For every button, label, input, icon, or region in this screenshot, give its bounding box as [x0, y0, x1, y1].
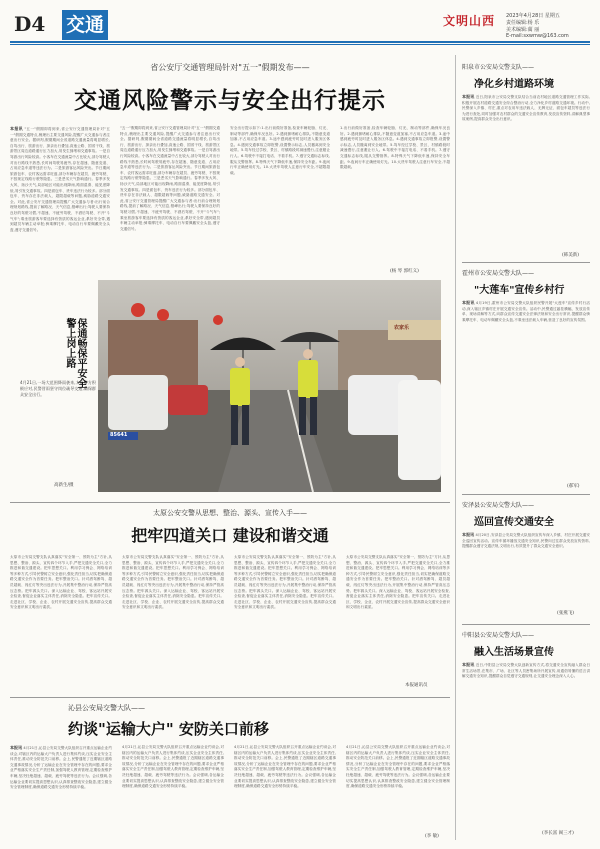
lead-body-text: "五一"假期即将到来,省公安厅交通管理局针对"五一"假期交通特点,梳理出主要交通风险,提醒广大交通参与者注意出行安全。据研判,假期期间全省道路交通流量将明显增长,自驾出行、旅游出行、探亲出行叠加,高速公路、国省干线、旅游景区周边道路通行压力加大,易发生拥堵和交通事故。一是自驾游出行风险较高。小客车在交通流量中占比较大,部分驾驶人对出行路线不熟悉,长时间驾驶易疲劳,存在超速、随意变道、占用应急车道等违法行为。二是旅游客运风险突出。节日期间旅游包车、农村客运需求旺盛,部分车辆存在超员、疲劳驾驶、不按规定线路行驶等隐患。三是恶劣天气影响通行。春季多发大风、扬沙天气,局部地区可能出现降雨,路面湿滑、能见度降低,易引发交通事故。四是面包车、货车违法行为较多。部分面包车、货车存在非法载人、超限超载等问题,威胁道路交通安全。对此,省公安厅交通管理局提醒广大交通参与者:出行前合理规划路线,提前了解路况、天气信息,错峰出行;驾驶人要保持良好的驾驶习惯,不超速、不疲劳驾驶、不酒后驾驶、不开"斗气车";乘坐旅游客车要选择有资质的客运企业,系好安全带,遇到超员车辆主动举报;骑乘摩托车、电动自行车要佩戴安全头盔,遵守交通信号。	[10, 127, 110, 232]
sidebar-3-author: (张燕飞)	[557, 611, 575, 616]
lead-body-col1	[10, 126, 110, 276]
sidebar-2-title: "大莲车"宣传乡村行	[474, 285, 565, 296]
sidebar-4-kicker: 中阳县公安局交警大队——	[462, 632, 535, 639]
sidebar-1-kicker: 阳泉市公安局交警支队——	[462, 64, 535, 71]
sidebar-1-author: (韩美新)	[562, 253, 580, 258]
lead-author: (杨 琴 郭红义)	[390, 269, 419, 274]
story3-body: 4月21日,沁县公安局交警大队组织召开重点运输企业约谈会,对辖区内的运输大户负责人进行集体约谈,压实企业安全主体责任,推动安全防范关口前移。会上,民警通报了近期辖区道路交通事故情况,分析了运输企业在安全管理中存在的问题,要求企业严格落实安全生产责任制,加强驾驶人教育管理,定期检查维护车辆,坚决杜绝超速、超载、疲劳驾驶等违法行为。会议强调,各运输企业要切实提高思想认识,认真排查整改安全隐患,建立健全安全管理制度,确保道路交通安全形势持续平稳。	[10, 746, 112, 790]
story2-author: 本报通讯员	[405, 683, 428, 688]
email-line: E-mail:sxwmw@163.com	[506, 33, 569, 39]
sidebar-2-author: (郝军)	[567, 484, 580, 489]
story2-kicker: 太原公安交警从思想、整治、源头、宣传入手——	[153, 509, 307, 517]
sidebar-3-kicker: 安泽县公安局交警大队——	[462, 502, 535, 509]
story2-col3	[234, 555, 336, 690]
design-line: 美术编辑:蔺 丽	[506, 27, 540, 33]
photo-plate-text: 85641	[110, 432, 128, 438]
sidebar-3-text: 4月20日,安泽县公安局交警大队组织宣传车深入乡镇、村庄开展交通安全巡回宣传活动。宣传车循环播放交通安全知识,民警向过往群众发放宣传资料,提醒群众遵守交通法规,文明出行,有效提升了群众交通安全意识。	[462, 533, 590, 549]
sidebar-1-title: 净化乡村道路环境	[474, 79, 554, 90]
lead-body-text-cont: "五一"假期即将到来,省公安厅交通管理局针对"五一"假期交通特点,梳理出主要交通风险,提醒广大交通参与者注意出行安全。据研判,假期期间全省道路交通流量将明显增长,自驾出行、旅游出行、探亲出行叠加,高速公路、国省干线、旅游景区周边道路通行压力加大,易发生拥堵和交通事故。一是自驾游出行风险较高。小客车在交通流量中占比较大,部分驾驶人对出行路线不熟悉,长时间驾驶易疲劳,存在超速、随意变道、占用应急车道等违法行为。二是旅游客运风险突出。节日期间旅游包车、农村客运需求旺盛,部分车辆存在超员、疲劳驾驶、不按规定线路行驶等隐患。三是恶劣天气影响通行。春季多发大风、扬沙天气,局部地区可能出现降雨,路面湿滑、能见度降低,易引发交通事故。四是面包车、货车违法行为较多。部分面包车、货车存在非法载人、超限超载等问题,威胁道路交通安全。对此,省公安厅交通管理局提醒广大交通参与者:出行前合理规划路线,提前了解路况、天气信息,错峰出行;驾驶人要保持良好的驾驶习惯,不超速、不疲劳驾驶、不酒后驾驶、不开"斗气车";乘坐旅游客车要选择有资质的客运企业,系好安全带,遇到超员车辆主动举报;骑乘摩托车、电动自行车要佩戴安全头盔,遵守交通信号。	[120, 126, 220, 231]
photo-caption-body: 4月21日,一场大范围降雨袭来,太原警方积极应对,民警冒雨坚守岗位疏导交通,确保群众安全出行。	[20, 380, 96, 397]
story3-body-cont2: 4月21日,沁县公安局交警大队组织召开重点运输企业约谈会,对辖区内的运输大户负责人进行集体约谈,压实企业安全主体责任,推动安全防范关口前移。会上,民警通报了近期辖区道路交通事故情况,分析了运输企业在安全管理中存在的问题,要求企业严格落实安全生产责任制,加强驾驶人教育管理,定期检查维护车辆,坚决杜绝超速、超载、疲劳驾驶等违法行为。会议强调,各运输企业要切实提高思想认识,认真排查整改安全隐患,建立健全安全管理制度,确保道路交通安全形势持续平稳。	[234, 745, 336, 789]
story3-col1	[10, 745, 112, 841]
editor-line: 责任编辑:杨 乐	[506, 20, 540, 26]
lead-body-col3	[230, 126, 330, 276]
story2-headline: 把牢四道关口 建设和谐交通	[131, 526, 329, 545]
sidebar-divider	[455, 55, 456, 840]
sidebar-3-byline: 本报讯	[462, 532, 475, 537]
sidebar-2-byline: 本报讯	[462, 300, 475, 305]
story2-col4	[346, 555, 450, 680]
sidebar-1-body	[462, 94, 590, 254]
sidebar-2-text: 4月19日,霍州市公安局交警大队组织民警开展"大莲车"宣传乡村行活动,深入辖区乡镇村庄开展交通安全宣传。活动中,民警通过悬挂横幅、发放宣传单、现场讲解等方式,向群众宣传交通安全法律法规和安全出行常识,提醒群众骑乘摩托车、电动车佩戴安全头盔,不乘坐违法载人车辆,营造了良好的宣传氛围。	[462, 301, 590, 322]
lead-body-col2	[120, 126, 220, 276]
section-label: 交通	[62, 10, 108, 40]
story2-body-cont: 太原市公安局交警支队认真落实"安全第一、预防为主"方针,从思想、整治、源头、宣传四个环节入手,严把交通安全关口,全力推进和谐交通建设。把牢思想关口。利用学习例会、网络培训等多种方式,引导民警树立安全意识,强化责任担当,切实把确保道路交通安全作为首要任务。把牢整治关口。针对酒驾醉驾、超员超载、闯红灯等突出违法行为,开展集中整治行动,保持严管高压态势。把牢源头关口。深入运输企业、驾校、客运站开展安全检查,督促企业落实主体责任,消除安全隐患。把牢宣传关口。走进社区、学校、企业、农村开展交通安全宣传,提高群众交通安全意识和文明出行素质。	[122, 555, 224, 610]
lead-tips-body: 1.出行前做好准备,检查车辆轮胎、灯光、制动等部件,确保车况良好。2.遇到拥堵耐心排队,不随意变道加塞,不占用应急车道。3.途中感到疲劳时及时进入服务区休息。4.遇到交通事故立即报警,设置警示标志,人员撤离到安全地带。5.驾车经过学校、景区、村镇路段时减速慢行,注意避让行人。6.驾驶中不接打电话、不看手机。7.遵守交通标志标线,服从交警指挥。8.特殊天气下降低车速,保持安全车距。9.夜间行车正确使用灯光。10.大货车驾驶人注意行车安全,不超限超载。	[230, 126, 330, 175]
story3-author: (李 敏)	[425, 834, 439, 839]
sidebar-3-title: 巡回宣传交通安全	[474, 517, 554, 528]
photo-caption-title: 保通畅保平安全警上岗上路	[64, 318, 86, 388]
lead-body-col4	[340, 126, 450, 266]
sidebar-2-kicker: 霍州市公安局交警大队——	[462, 270, 535, 277]
header-rule	[10, 41, 590, 43]
date-line: 2023年4月28日 星期五	[506, 13, 560, 19]
lead-tips-body-cont: 1.出行前做好准备,检查车辆轮胎、灯光、制动等部件,确保车况良好。2.遇到拥堵耐心排队,不随意变道加塞,不占用应急车道。3.途中感到疲劳时及时进入服务区休息。4.遇到交通事故立即报警,设置警示标志,人员撤离到安全地带。5.驾车经过学校、景区、村镇路段时减速慢行,注意避让行人。6.驾驶中不接打电话、不看手机。7.遵守交通标志标线,服从交警指挥。8.特殊天气下降低车速,保持安全车距。9.夜间行车正确使用灯光。10.大货车驾驶人注意行车安全,不超限超载。	[340, 126, 450, 170]
story2-body-cont2: 太原市公安局交警支队认真落实"安全第一、预防为主"方针,从思想、整治、源头、宣传四个环节入手,严把交通安全关口,全力推进和谐交通建设。把牢思想关口。利用学习例会、网络培训等多种方式,引导民警树立安全意识,强化责任担当,切实把确保道路交通安全作为首要任务。把牢整治关口。针对酒驾醉驾、超员超载、闯红灯等突出违法行为,开展集中整治行动,保持严管高压态势。把牢源头关口。深入运输企业、驾校、客运站开展安全检查,督促企业落实主体责任,消除安全隐患。把牢宣传关口。走进社区、学校、企业、农村开展交通安全宣传,提高群众交通安全意识和文明出行素质。	[234, 555, 336, 610]
story2-col1	[10, 555, 112, 690]
sidebar-item-3	[462, 500, 590, 620]
sidebar-2-body	[462, 300, 590, 485]
sidebar-rule-2	[462, 494, 590, 495]
story3-col2	[122, 745, 224, 841]
sidebar-item-4	[462, 630, 590, 840]
sidebar-1-text: 近日,阳泉市公安局交警支队结合当前农村地区道路交通管理工作实际,积极开展农村道路交通安全综合整治行动,全力净化乡村道路交通环境。行动中,民警深入乡镇、村庄,重点对农用车违法载人、无牌无证、面包车超员等违法行为进行查处,同时加强对农村群众的交通安全宣传教育,发放宣传资料,讲解典型事故案例,提高群众安全出行意识。	[462, 95, 590, 122]
sidebar-4-author: (李长富 阎三才)	[542, 831, 574, 836]
sidebar-1-byline: 本报讯	[462, 94, 475, 99]
story2-body-area	[10, 555, 450, 690]
story2-col2	[122, 555, 224, 690]
lead-kicker: 省公安厅交通管理局针对"五一"假期发布——	[150, 63, 310, 72]
story3-byline: 本报讯	[10, 745, 23, 750]
photo-caption-box	[20, 380, 96, 492]
lead-tips-title: 安全出行提示如下:	[230, 126, 262, 130]
sidebar-4-text: 近日,中阳县公安局交警大队创新宣传方式,将交通安全宣传融入群众日常生活场景,在集市、广场、社区等人员密集场所开展宣传,用通俗易懂的语言讲解交通安全知识,提醒群众自觉遵守交通规则,让交通安全理念深入人心。	[462, 663, 590, 679]
story2-body-cont3: 太原市公安局交警支队认真落实"安全第一、预防为主"方针,从思想、整治、源头、宣传四个环节入手,严把交通安全关口,全力推进和谐交通建设。把牢思想关口。利用学习例会、网络培训等多种方式,引导民警树立安全意识,强化责任担当,切实把确保道路交通安全作为首要任务。把牢整治关口。针对酒驾醉驾、超员超载、闯红灯等突出违法行为,开展集中整治行动,保持严管高压态势。把牢源头关口。深入运输企业、驾校、客运站开展安全检查,督促企业落实主体责任,消除安全隐患。把牢宣传关口。走进社区、学校、企业、农村开展交通安全宣传,提高群众交通安全意识和文明出行素质。	[346, 555, 450, 610]
news-photo	[98, 280, 441, 492]
story3-headline: 约谈"运输大户" 安防关口前移	[68, 720, 269, 738]
sidebar-4-byline: 本报讯	[462, 662, 475, 667]
divider-story3	[10, 697, 450, 698]
story2-body: 太原市公安局交警支队认真落实"安全第一、预防为主"方针,从思想、整治、源头、宣传四个环节入手,严把交通安全关口,全力推进和谐交通建设。把牢思想关口。利用学习例会、网络培训等多种方式,引导民警树立安全意识,强化责任担当,切实把确保道路交通安全作为首要任务。把牢整治关口。针对酒驾醉驾、超员超载、闯红灯等突出违法行为,开展集中整治行动,保持严管高压态势。把牢源头关口。深入运输企业、驾校、客运站开展安全检查,督促企业落实主体责任,消除安全隐患。把牢宣传关口。走进社区、学校、企业、农村开展交通安全宣传,提高群众交通安全意识和文明出行素质。	[10, 555, 112, 610]
story3-body-cont: 4月21日,沁县公安局交警大队组织召开重点运输企业约谈会,对辖区内的运输大户负责人进行集体约谈,压实企业安全主体责任,推动安全防范关口前移。会上,民警通报了近期辖区道路交通事故情况,分析了运输企业在安全管理中存在的问题,要求企业严格落实安全生产责任制,加强驾驶人教育管理,定期检查维护车辆,坚决杜绝超速、超载、疲劳驾驶等违法行为。会议强调,各运输企业要切实提高思想认识,认真排查整改安全隐患,建立健全安全管理制度,确保道路交通安全形势持续平稳。	[122, 745, 224, 789]
masthead-logo: 文明山西	[443, 14, 496, 28]
lead-byline: 本报讯	[10, 126, 23, 131]
divider-story2	[10, 502, 450, 503]
story3-body-area	[10, 745, 450, 841]
sidebar-4-title: 融入生活场景宣传	[474, 647, 554, 658]
sidebar-rule-3	[462, 624, 590, 625]
story3-body-cont3: 4月21日,沁县公安局交警大队组织召开重点运输企业约谈会,对辖区内的运输大户负责人进行集体约谈,压实企业安全主体责任,推动安全防范关口前移。会上,民警通报了近期辖区道路交通事故情况,分析了运输企业在安全管理中存在的问题,要求企业严格落实安全生产责任制,加强驾驶人教育管理,定期检查维护车辆,坚决杜绝超速、超载、疲劳驾驶等违法行为。会议强调,各运输企业要切实提高思想认识,认真排查整改安全隐患,建立健全安全管理制度,确保道路交通安全形势持续平稳。	[346, 745, 450, 789]
sidebar-3-body	[462, 532, 590, 612]
story3-kicker: 沁县公安局交警大队——	[68, 704, 145, 712]
lead-headline: 交通风险警示与安全出行提示	[74, 88, 386, 114]
photo-caption-author: 高新生/摄	[54, 483, 74, 488]
sidebar-4-body	[462, 662, 590, 822]
lead-body-area	[10, 126, 450, 276]
page-number: D4	[14, 12, 46, 36]
story3-col4	[346, 745, 450, 831]
photo-illustration	[98, 280, 441, 492]
sidebar-rule-1	[462, 262, 590, 263]
header-rule-thin	[10, 44, 590, 45]
photo-tent-text: 农家乐	[394, 325, 410, 331]
sidebar-item-1	[462, 62, 590, 262]
sidebar-item-2	[462, 268, 590, 493]
story3-col3	[234, 745, 336, 841]
